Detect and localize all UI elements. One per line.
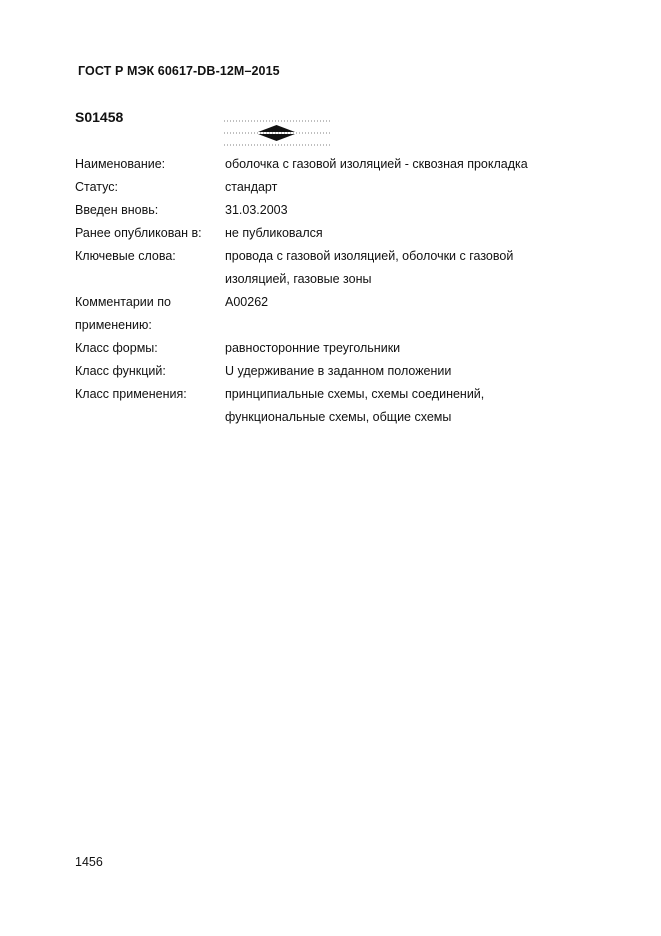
field-value: изоляцией, газовые зоны (225, 272, 372, 286)
field-value: A00262 (225, 295, 269, 309)
field-label: Ранее опубликован в: (75, 226, 202, 240)
symbol-id: S01458 (75, 109, 124, 125)
field-label: Введен вновь: (75, 203, 159, 217)
field-label: Класс функций: (75, 364, 166, 378)
field-value: стандарт (225, 180, 278, 194)
triangle-up-icon (258, 125, 295, 132)
field-label: Класс формы: (75, 341, 158, 355)
field-value: принципиальные схемы, схемы соединений, (225, 387, 485, 401)
field-label: Класс применения: (75, 387, 187, 401)
field-value: 31.03.2003 (225, 203, 288, 217)
field-value: провода с газовой изоляцией, оболочки с газовой (225, 249, 514, 263)
field-label: Статус: (75, 180, 118, 194)
page-number: 1456 (75, 855, 103, 869)
field-status (75, 176, 615, 199)
field-function-class (75, 360, 615, 383)
triangle-down-icon (258, 134, 295, 141)
field-label: применению: (75, 318, 152, 332)
field-application-class (75, 383, 615, 429)
field-keywords (75, 245, 615, 291)
field-value: не публиковался (225, 226, 323, 240)
field-label: Комментарии по (75, 295, 171, 309)
field-shape-class (75, 337, 615, 360)
field-value: функциональные схемы, общие схемы (225, 410, 452, 424)
field-name (75, 153, 615, 176)
field-value: равносторонние треугольники (225, 341, 401, 355)
field-introduced (75, 199, 615, 222)
document-header: ГОСТ Р МЭК 60617-DB-12M–2015 (78, 64, 280, 78)
symbol-attributes (75, 153, 615, 429)
field-comments (75, 291, 615, 337)
field-label: Наименование: (75, 157, 166, 171)
field-value: U удерживание в заданном положении (225, 364, 452, 378)
field-label: Ключевые слова: (75, 249, 176, 263)
field-value: оболочка с газовой изоляцией - сквозная прокладка (225, 157, 528, 171)
gas-insulated-enclosure-bushing-symbol-icon (222, 118, 334, 148)
field-previously-published (75, 222, 615, 245)
